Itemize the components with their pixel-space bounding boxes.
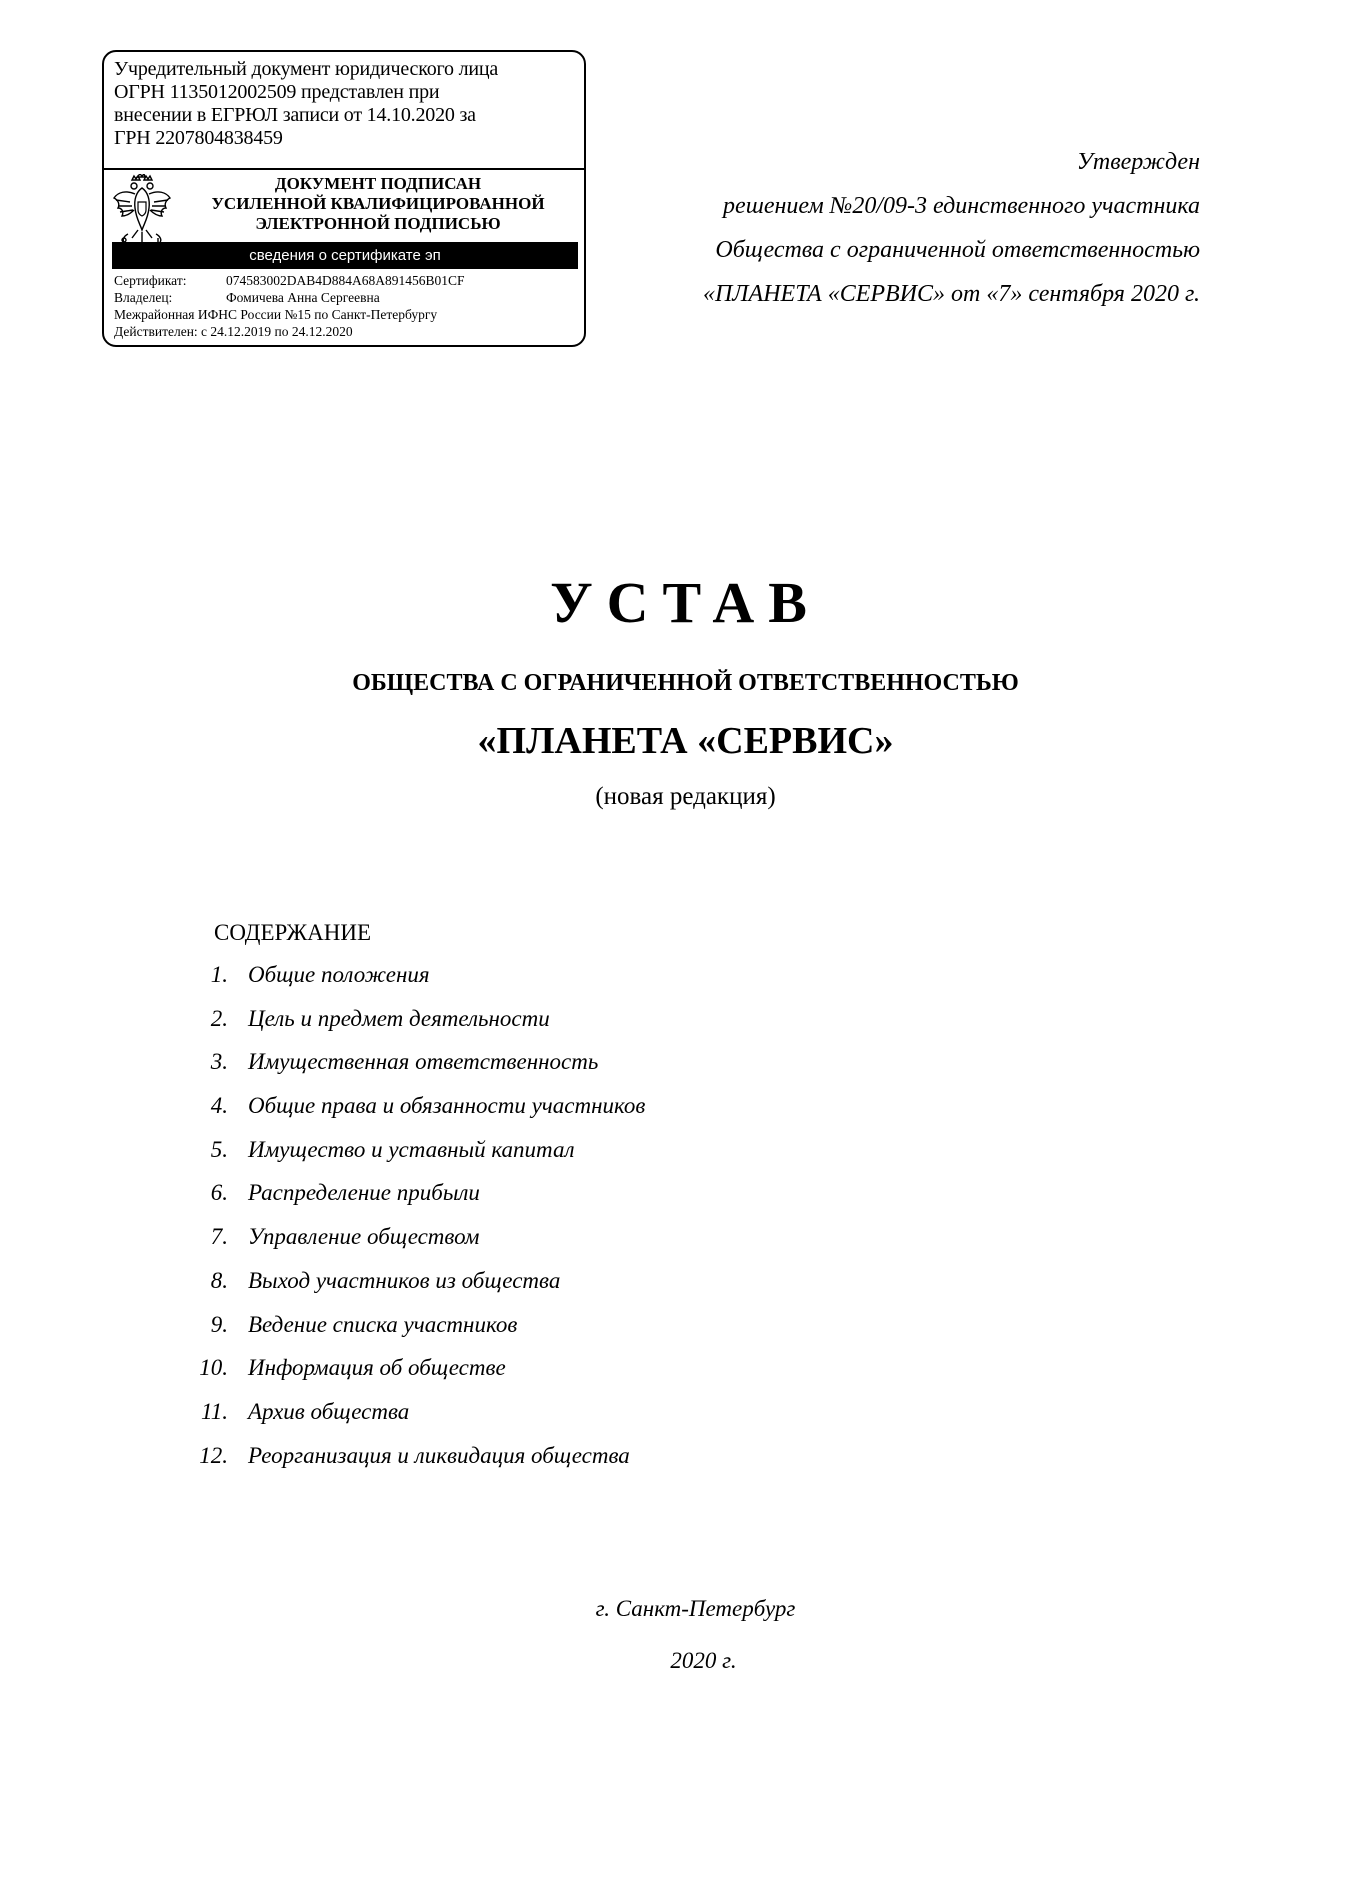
item-number: 4. (210, 1093, 228, 1119)
item-number: 10. (199, 1355, 228, 1381)
item-text: Архив общества (248, 1398, 410, 1424)
certificate-info-bar: сведения о сертификате эп (112, 242, 578, 269)
registration-stamp (102, 50, 586, 347)
certificate-value: 074583002DAB4D884A68A891456B01CF (226, 273, 465, 288)
item-number: 11. (200, 1398, 228, 1424)
item-number: 5. (210, 1136, 228, 1162)
document-subtitle: ОБЩЕСТВА С ОГРАНИЧЕННОЙ ОТВЕТСТВЕННОСТЬЮ (352, 670, 1019, 696)
contents-item (180, 1353, 645, 1397)
certificate-details (114, 272, 578, 340)
certificate-row (114, 272, 578, 289)
owner-label: Владелец: (114, 290, 173, 305)
approval-line: Утвержден (1076, 149, 1200, 175)
item-text: Имущество и уставный капитал (248, 1136, 575, 1162)
item-text: Выход участников из общества (248, 1267, 561, 1293)
stamp-header (114, 58, 574, 150)
item-text: Ведение списка участников (248, 1311, 518, 1337)
stamp-divider (104, 168, 584, 170)
owner-value: Фомичева Анна Сергеевна (226, 290, 380, 305)
approval-line: решением №20/09-3 единственного участника (723, 193, 1200, 219)
stamp-header-line: ОГРН 1135012002509 представлен при (114, 81, 440, 103)
stamp-header-line: внесении в ЕГРЮЛ записи от 14.10.2020 за (114, 104, 476, 126)
contents-list (180, 960, 645, 1484)
contents-item (180, 1397, 645, 1441)
signed-title-line: УСИЛЕННОЙ КВАЛИФИЦИРОВАННОЙ (211, 194, 545, 213)
certificate-label: Сертификат: (114, 273, 187, 288)
year-text: 2020 г. (670, 1648, 737, 1673)
contents-item (180, 1178, 645, 1222)
contents-item (180, 1441, 645, 1485)
owner-row (114, 289, 578, 306)
item-number: 2. (210, 1005, 228, 1031)
approval-line: «ПЛАНЕТА «СЕРВИС» от «7» сентября 2020 г. (702, 281, 1200, 307)
approval-block (640, 140, 1200, 316)
contents-item (180, 1222, 645, 1266)
contents-item (180, 1004, 645, 1048)
contents-item (180, 1047, 645, 1091)
contents-item (180, 1135, 645, 1179)
signed-document-title (178, 174, 578, 234)
item-text: Цель и предмет деятельности (248, 1005, 550, 1031)
item-number: 8. (210, 1267, 228, 1293)
coat-of-arms-icon (110, 174, 174, 246)
item-text: Распределение прибыли (248, 1180, 480, 1206)
item-number: 1. (210, 962, 228, 987)
contents-item (180, 960, 645, 1004)
signed-title-line: ДОКУМЕНТ ПОДПИСАН (274, 174, 482, 193)
item-text: Управление обществом (248, 1224, 480, 1250)
item-text: Информация об обществе (248, 1355, 506, 1381)
item-text: Общие положения (248, 962, 430, 987)
issuer-text: Межрайонная ИФНС России №15 по Санкт-Петербургу (114, 307, 438, 322)
contents-item (180, 1310, 645, 1354)
item-number: 9. (210, 1311, 228, 1337)
item-number: 7. (210, 1224, 228, 1250)
item-text: Реорганизация и ликвидация общества (248, 1442, 630, 1468)
document-title: УСТАВ (550, 570, 821, 635)
city-text: г. Санкт-Петербург (595, 1596, 796, 1621)
contents-heading: СОДЕРЖАНИЕ (214, 920, 372, 945)
validity-text: Действителен: с 24.12.2019 по 24.12.2020 (114, 324, 353, 339)
edition-note: (новая редакция) (595, 783, 776, 810)
item-number: 12. (199, 1442, 228, 1468)
stamp-header-line: ГРН 2207804838459 (114, 127, 283, 149)
item-number: 3. (210, 1049, 228, 1075)
contents-item (180, 1266, 645, 1310)
contents-item (180, 1091, 645, 1135)
item-number: 6. (210, 1180, 228, 1206)
approval-line: Общества с ограниченной ответственностью (715, 237, 1200, 263)
stamp-header-line: Учредительный документ юридического лица (114, 58, 499, 80)
company-name: «ПЛАНЕТА «СЕРВИС» (477, 720, 894, 762)
item-text: Имущественная ответственность (248, 1049, 599, 1075)
signed-title-line: ЭЛЕКТРОННОЙ ПОДПИСЬЮ (255, 214, 501, 233)
item-text: Общие права и обязанности участников (248, 1093, 646, 1119)
